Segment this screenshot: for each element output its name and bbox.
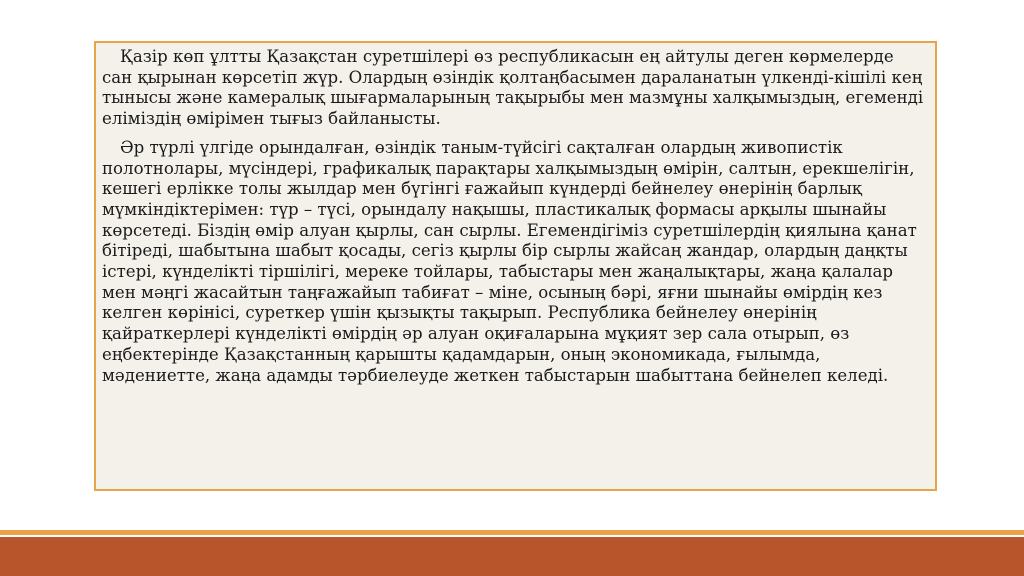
footer-bar — [0, 537, 1024, 576]
footer-accent-stripe — [0, 530, 1024, 535]
text-box — [94, 41, 937, 491]
paragraph-2: Әр түрлі үлгіде орындалған, өзіндік таным-түйсігі сақталған олардың живопистік полотнолары, мүсіндері, графикалық парақтары халқымыздың өмірін, салтын, ерекшелігін, кешегі ерлікке толы жылдар мен бүгінгі ғажайып күндерді бейнелеу өнерінің барлық мүмкіндіктерімен: түр – түсі, орындалу нақышы, пластикалық формасы арқылы шынайы көрсетеді. Біздің өмір алуан қырлы, сан сырлы. Егемендігіміз суретшілердің қиялына қанат бітіреді, шабытына шабыт қосады, сегіз қырлы бір сырлы жайсаң жандар, олардың даңқты істері, күнделікті тіршілігі, мереке тойлары, табыстары мен жаңалықтары, жаңа қалалар мен мәңгі жасайтын таңғажайып табиғат – міне, осының бәрі, яғни шынайы өмірдің кез келген көрінісі, суреткер үшін қызықты тақырып. Республика бейнелеу өнерінің қайраткерлері күнделікті өмірдің әр алуан оқиғаларына мұқият зер сала отырып, өз еңбектерінде Қазақстанның қарышты қадамдарын, оның экономикада, ғылымда, мәдениетте, жаңа адамды тәрбиелеуде жеткен табыстарын шабыттана бейнелеп келеді. — [102, 137, 917, 385]
paragraph-1: Қазір көп ұлтты Қазақстан суретшілері өз республикасын ең айтулы деген көрмелерде сан қырынан көрсетіп жүр. Олардың өзіндік қолтаңбасымен дараланатын үлкенді-кішілі кең тынысы және камералық шығармаларының тақырыбы мен мазмұны халқымыздың, егеменді еліміздің өмірімен тығыз байланысты. — [102, 47, 924, 129]
